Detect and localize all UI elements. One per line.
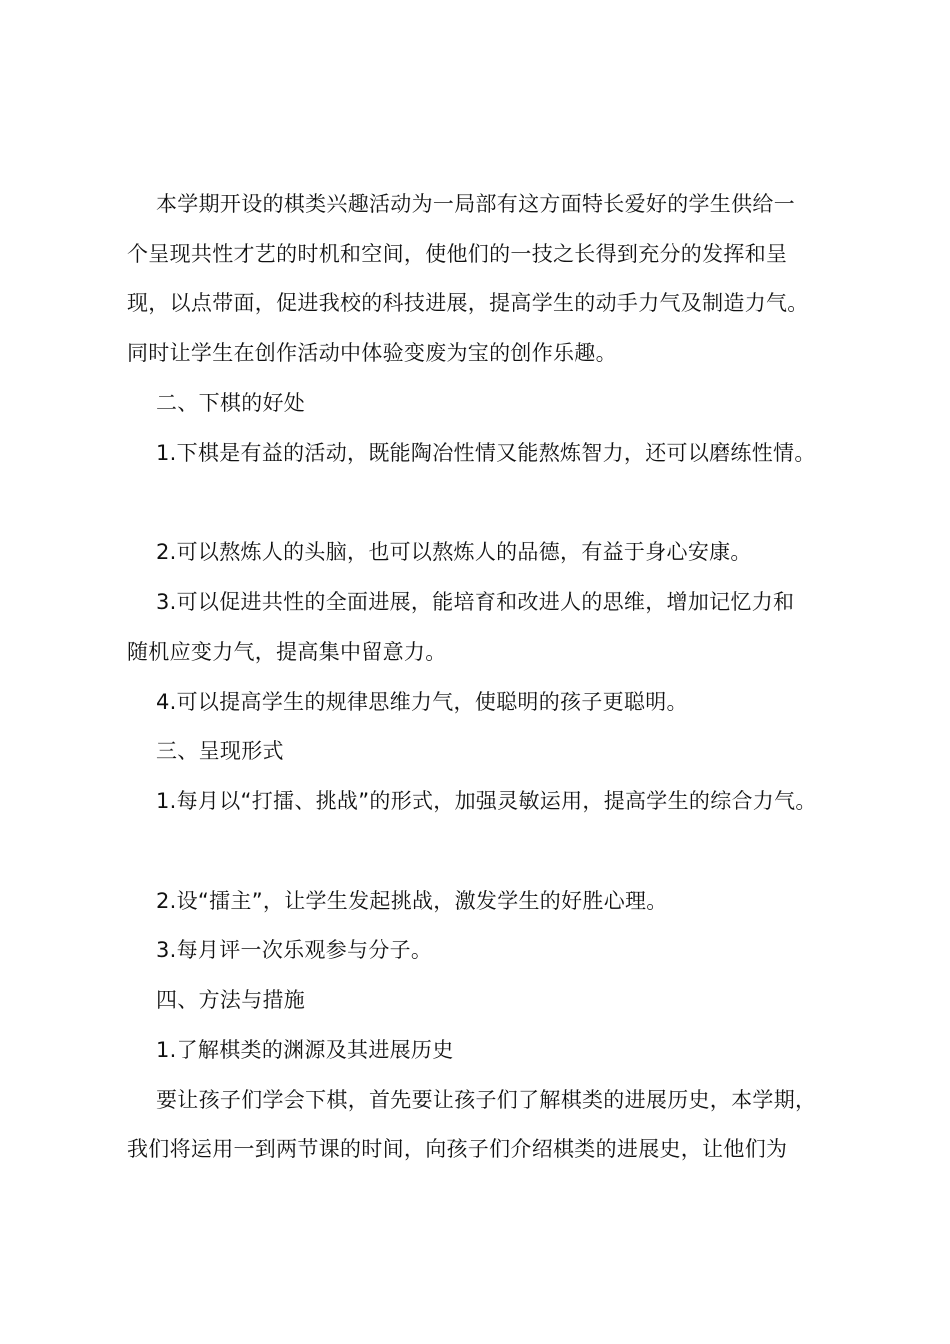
- subsection-heading: 1.了解棋类的渊源及其进展历史: [156, 1038, 454, 1062]
- section-heading: 二、下棋的好处: [156, 391, 306, 415]
- paragraph-line: 同时让学生在创作活动中体验变废为宝的创作乐趣。: [127, 341, 617, 365]
- list-item: 1.下棋是有益的活动，既能陶冶性情又能熬炼智力，还可以磨练性情。: [156, 441, 816, 465]
- list-item: 1.每月以“打擂、挑战”的形式，加强灵敏运用，提高学生的综合力气。: [156, 789, 817, 813]
- list-item: 2.设“擂主”，让学生发起挑战，激发学生的好胜心理。: [156, 889, 668, 913]
- list-item-continuation: 随机应变力气，提高集中留意力。: [127, 640, 447, 664]
- paragraph-line: 个呈现共性才艺的时机和空间，使他们的一技之长得到充分的发挥和呈: [127, 242, 788, 266]
- list-item: 4.可以提高学生的规律思维力气，使聪明的孩子更聪明。: [156, 690, 688, 714]
- paragraph-line: 现，以点带面，促进我校的科技进展，提高学生的动手力气及制造力气。: [127, 291, 809, 315]
- paragraph-line: 要让孩子们学会下棋，首先要让孩子们了解棋类的进展历史，本学期，: [156, 1088, 817, 1112]
- list-item: 3.每月评一次乐观参与分子。: [156, 938, 433, 962]
- list-item: 3.可以促进共性的全面进展，能培育和改进人的思维，增加记忆力和: [156, 590, 795, 614]
- paragraph-line: 我们将运用一到两节课的时间，向孩子们介绍棋类的进展史，让他们为: [127, 1137, 788, 1161]
- list-item: 2.可以熬炼人的头脑，也可以熬炼人的品德，有益于身心安康。: [156, 540, 752, 564]
- paragraph-line: 本学期开设的棋类兴趣活动为一局部有这方面特长爱好的学生供给一: [156, 192, 795, 216]
- section-heading: 三、呈现形式: [156, 739, 284, 763]
- section-heading: 四、方法与措施: [156, 988, 306, 1012]
